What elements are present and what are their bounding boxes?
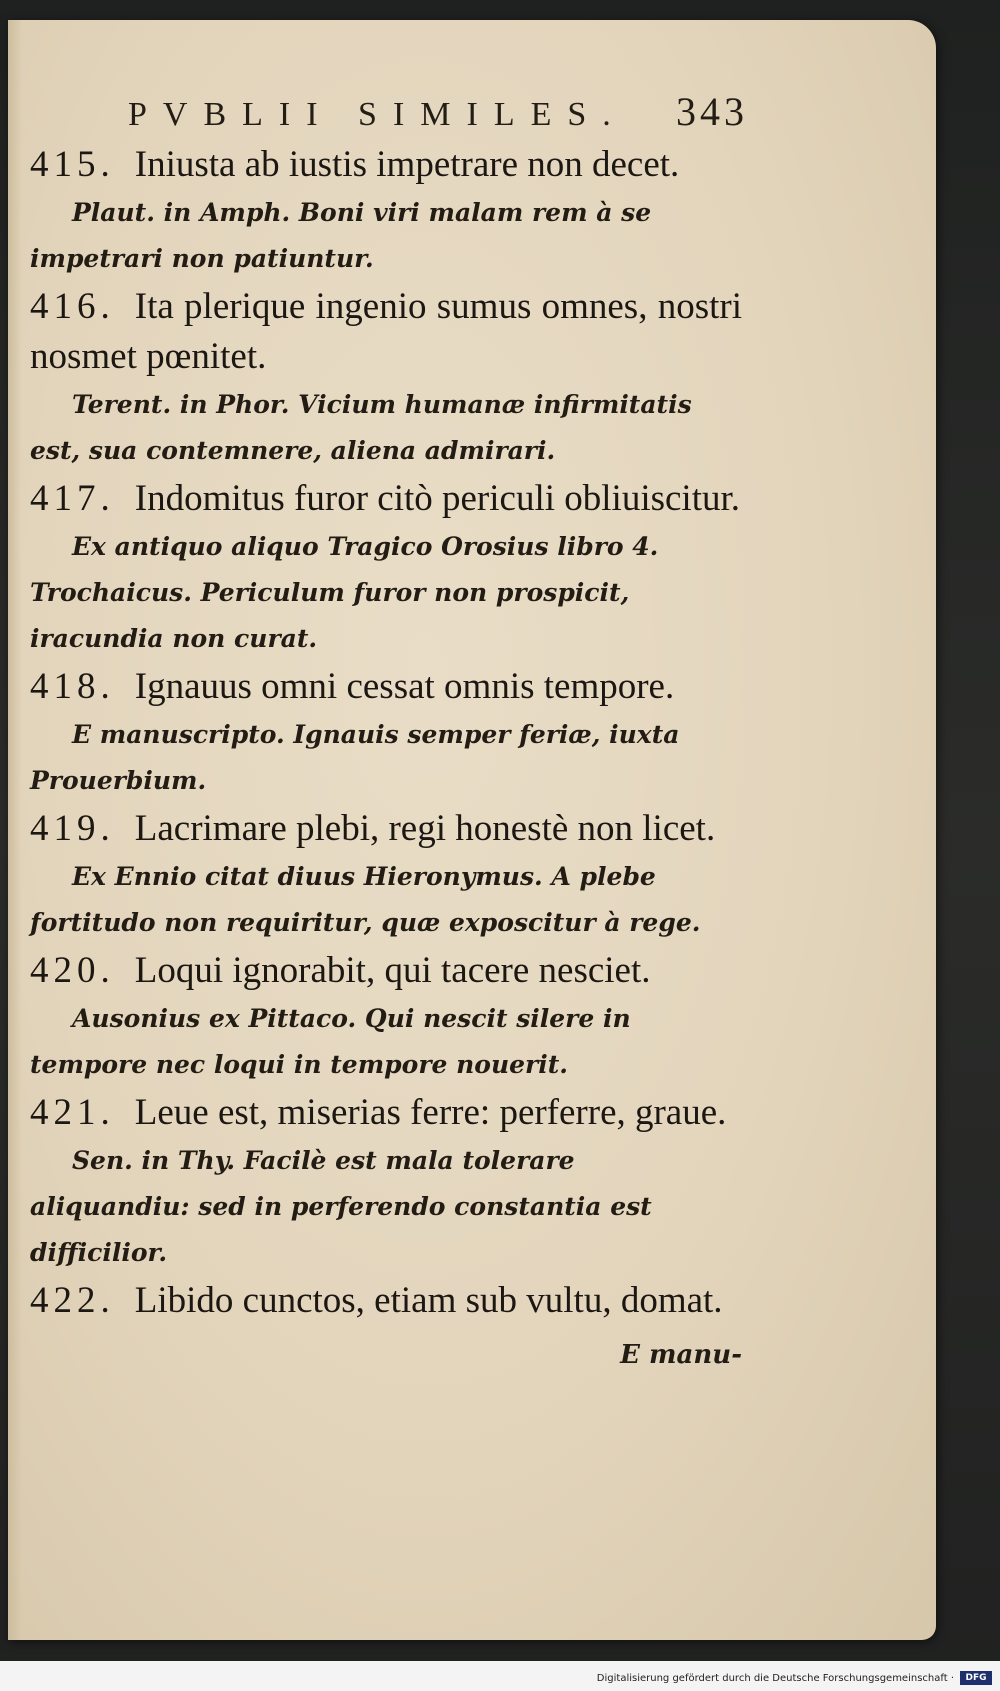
entry-417 (30, 474, 742, 662)
proverb (30, 282, 742, 382)
commentary: Terent. in Phor. Vicium humanæ infirmitatis est, sua contemnere, aliena admirari. (30, 390, 692, 465)
proverb (30, 662, 742, 712)
credit-text: Digitalisierung gefördert durch die Deutsche Forschungsgemeinschaft · (596, 1673, 954, 1684)
entry-419 (30, 804, 742, 946)
digitization-credit-bar (0, 1661, 1000, 1691)
book-page (8, 20, 936, 1640)
page-number: 343 (676, 89, 748, 134)
commentary: E manuscripto. Ignauis semper feriæ, iuxta Prouerbium. (30, 720, 680, 795)
proverb-number: 418. (30, 666, 115, 707)
proverb-text: Loqui ignorabit, qui tacere nesciet. (134, 950, 651, 991)
proverb (30, 946, 742, 996)
entry-420 (30, 946, 742, 1088)
entry-415 (30, 140, 742, 282)
proverb-number: 415. (30, 144, 115, 185)
proverb-text: Lacrimare plebi, regi honestè non licet. (134, 808, 716, 849)
proverb-text: Ita plerique ingenio sumus omnes, nostri nosmet pœnitet. (30, 286, 742, 377)
proverb (30, 1276, 742, 1326)
commentary: Sen. in Thy. Facilè est mala tolerare aliquandiu: sed in perferendo constantia est difficilior. (30, 1146, 652, 1267)
proverb-number: 421. (30, 1092, 115, 1133)
dfg-logo-icon: DFG (960, 1671, 992, 1685)
proverb (30, 140, 742, 190)
entry-416 (30, 282, 742, 474)
proverb-number: 416. (30, 286, 115, 327)
proverb-text: Leue est, miserias ferre: perferre, graue. (134, 1092, 727, 1133)
commentary: Ex Ennio citat diuus Hieronymus. A plebe fortitudo non requiritur, quæ exposcitur à rege. (30, 862, 701, 937)
proverb-number: 420. (30, 950, 115, 991)
proverb-text: Indomitus furor citò periculi obliuiscitur. (134, 478, 741, 519)
running-title: PVBLII SIMILES. (128, 96, 627, 133)
page-gutter-shadow (8, 20, 22, 1640)
proverb (30, 474, 742, 524)
proverb (30, 1088, 742, 1138)
proverb-text: Iniusta ab iustis impetrare non decet. (134, 144, 680, 185)
proverb-number: 422. (30, 1280, 115, 1321)
proverb (30, 804, 742, 854)
proverb-text: Ignauus omni cessat omnis tempore. (134, 666, 675, 707)
running-head (128, 88, 748, 138)
proverb-number: 417. (30, 478, 115, 519)
entry-421 (30, 1088, 742, 1276)
commentary: Ex antiquo aliquo Tragico Orosius libro 4. Trochaicus. Periculum furor non prospicit, iracundia non curat. (30, 532, 659, 653)
page-body (30, 140, 742, 1370)
proverb-number: 419. (30, 808, 115, 849)
catchword: E manu- (620, 1340, 742, 1370)
entry-422 (30, 1276, 742, 1326)
commentary: Ausonius ex Pittaco. Qui nescit silere in tempore nec loqui in tempore nouerit. (30, 1004, 631, 1079)
entry-418 (30, 662, 742, 804)
commentary: Plaut. in Amph. Boni viri malam rem à se impetrari non patiuntur. (30, 198, 652, 273)
proverb-text: Libido cunctos, etiam sub vultu, domat. (134, 1280, 723, 1321)
